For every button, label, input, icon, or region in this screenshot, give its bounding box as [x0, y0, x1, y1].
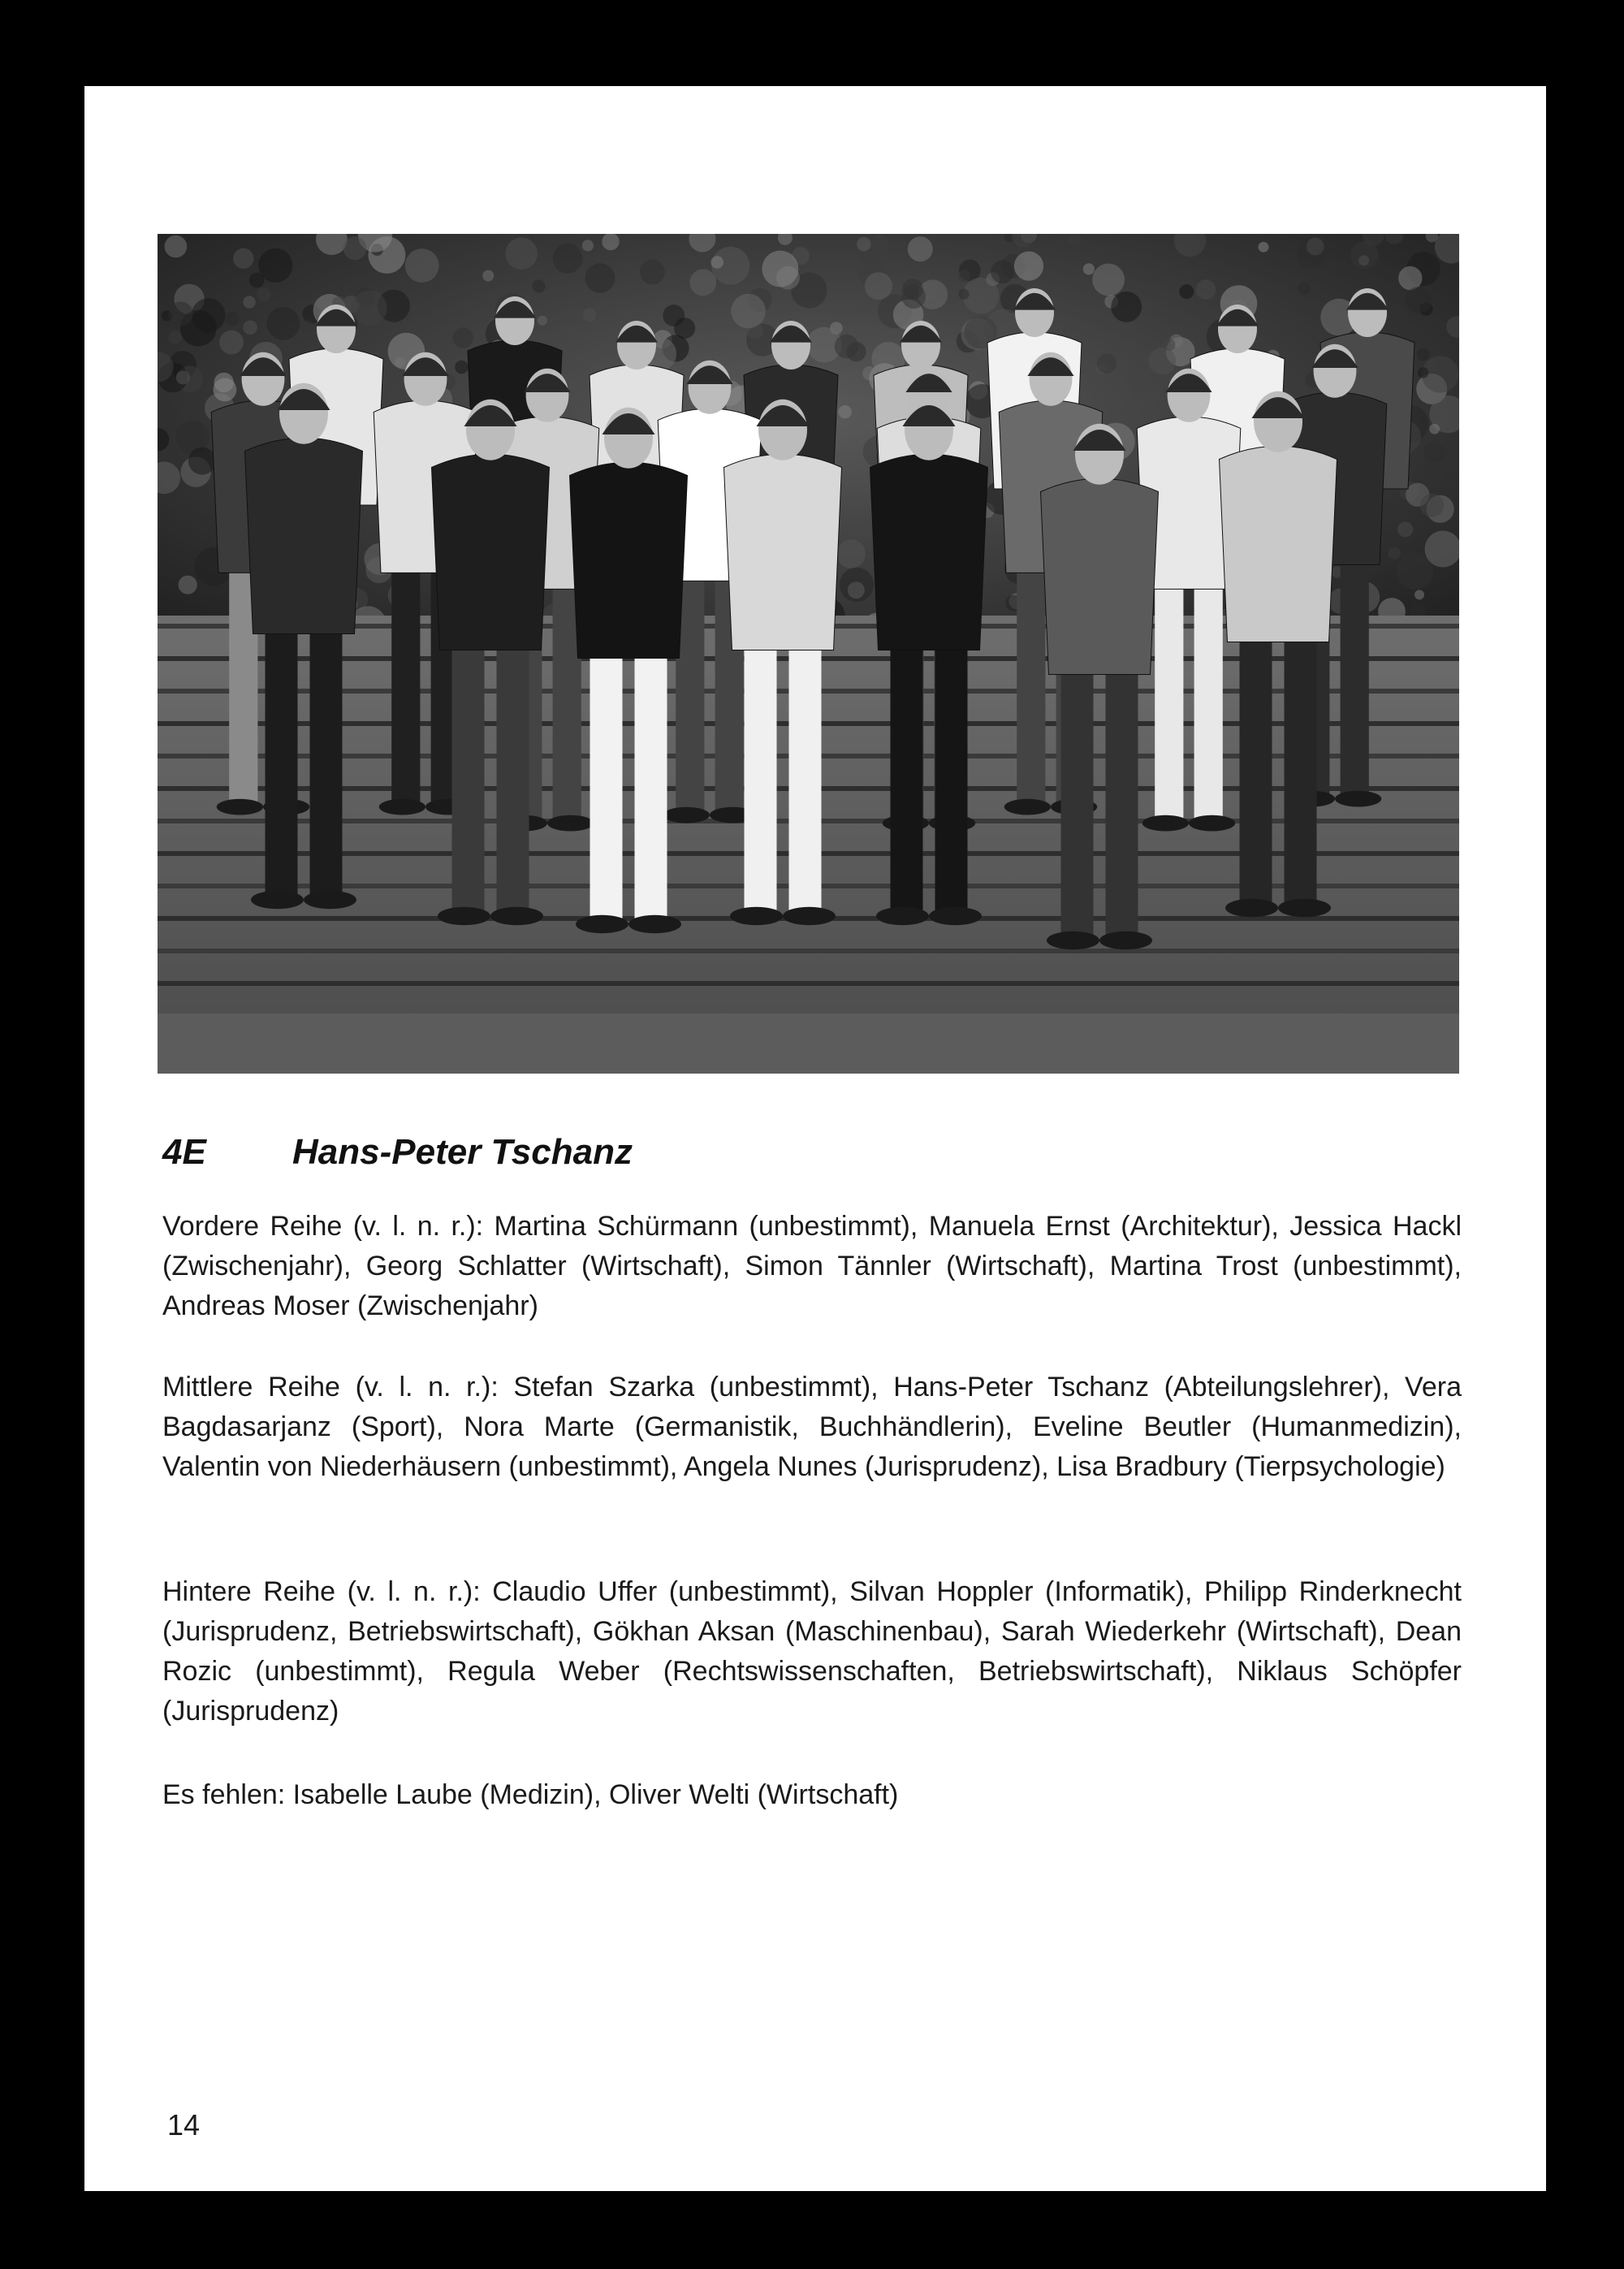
- foliage-leaf: [1127, 365, 1155, 394]
- person-shoe: [929, 907, 982, 926]
- foliage-leaf: [538, 316, 547, 326]
- foliage-leaf: [257, 287, 270, 301]
- foliage-leaf: [452, 327, 473, 348]
- foliage-leaf: [1014, 252, 1043, 281]
- person-shoe: [730, 907, 783, 926]
- person-leg: [1285, 622, 1317, 906]
- class-photo-image: [158, 234, 1459, 1074]
- person-torso: [1220, 446, 1337, 642]
- person-shoe: [1225, 899, 1278, 918]
- foliage-leaf: [731, 294, 766, 329]
- person-shoe: [547, 815, 594, 832]
- foliage-leaf: [1398, 266, 1422, 290]
- foliage-leaf: [762, 251, 799, 287]
- foliage-leaf: [908, 236, 933, 261]
- foliage-leaf: [165, 236, 188, 258]
- person-shoe: [876, 907, 929, 926]
- person-leg: [891, 630, 923, 914]
- foliage-leaf: [533, 279, 546, 292]
- person-shoe: [217, 799, 263, 815]
- person-leg: [1194, 571, 1223, 821]
- class-teacher-name: Hans-Peter Tschanz: [292, 1132, 633, 1172]
- person-leg: [266, 614, 298, 898]
- foliage-leaf: [1388, 547, 1400, 560]
- class-photo: [158, 234, 1459, 1074]
- foliage-leaf: [1111, 292, 1142, 322]
- foliage-leaf: [582, 240, 594, 251]
- person-torso: [570, 462, 688, 658]
- foliage-leaf: [233, 249, 253, 269]
- foliage-leaf: [1097, 353, 1116, 373]
- person-leg: [391, 555, 420, 805]
- foliage-leaf: [640, 260, 665, 285]
- foliage-leaf: [455, 361, 469, 374]
- person-torso: [724, 454, 842, 650]
- person-leg: [789, 630, 822, 914]
- foliage-leaf: [1429, 424, 1440, 434]
- foliage-leaf: [837, 539, 866, 568]
- foliage-leaf: [848, 581, 865, 599]
- person-shoe: [379, 799, 425, 815]
- person-torso: [1041, 478, 1159, 674]
- person-shoe: [1142, 815, 1189, 832]
- person-shoe: [1047, 931, 1099, 950]
- foliage-leaf: [352, 291, 387, 326]
- foliage-leaf: [168, 331, 181, 344]
- person-shoe: [1004, 799, 1051, 815]
- ground-slab: [158, 1013, 1459, 1074]
- foliage-leaf: [192, 298, 226, 332]
- person-leg: [635, 638, 667, 923]
- foliage-leaf: [169, 301, 193, 326]
- foliage-leaf: [959, 289, 970, 300]
- person-leg: [310, 614, 343, 898]
- foliage-leaf: [300, 321, 313, 334]
- step-edge: [158, 949, 1459, 953]
- foliage-leaf: [865, 272, 892, 300]
- person-leg: [1106, 655, 1138, 939]
- person-leg: [590, 638, 623, 923]
- foliage-leaf: [1083, 263, 1095, 274]
- foliage-leaf: [1415, 590, 1424, 599]
- foliage-leaf: [482, 270, 494, 282]
- foliage-leaf: [1068, 234, 1082, 247]
- foliage-leaf: [1350, 241, 1378, 269]
- foliage-leaf: [902, 279, 923, 300]
- person-shoe: [251, 891, 304, 910]
- foliage-leaf: [243, 296, 255, 308]
- person-leg: [1017, 555, 1045, 805]
- foliage-leaf: [219, 331, 244, 355]
- foliage-leaf: [258, 249, 292, 283]
- foliage-leaf: [958, 270, 970, 282]
- foliage-leaf: [188, 447, 216, 475]
- person-shoe: [490, 907, 543, 926]
- front-row-caption: Vordere Reihe (v. l. n. r.): Martina Schürmann (unbestimmt), Manuela Ernst (Architektur), Jessica Hackl (Zwischenjahr), Georg Schlatter (Wirtschaft), Simon Tännler (Wirtschaft), Martina Trost (unbestimmt), Andreas Moser (Zwischenjahr): [162, 1211, 1462, 1321]
- class-id: 4E: [162, 1132, 206, 1172]
- foliage-leaf: [1196, 279, 1216, 300]
- person-shoe: [576, 915, 628, 934]
- foliage-leaf: [505, 237, 538, 270]
- foliage-leaf: [1420, 494, 1444, 517]
- foliage-leaf: [1298, 282, 1311, 295]
- foliage-leaf: [710, 256, 723, 269]
- foliage-leaf: [1149, 348, 1177, 375]
- foliage-leaf: [1259, 242, 1269, 253]
- foliage-leaf: [1418, 367, 1429, 378]
- foliage-leaf: [405, 249, 439, 283]
- foliage-leaf: [663, 305, 685, 326]
- person-shoe: [663, 807, 710, 823]
- person-leg: [1240, 622, 1272, 906]
- person-shoe: [1189, 815, 1235, 832]
- foliage-leaf: [991, 260, 1014, 283]
- foliage-leaf: [243, 321, 257, 335]
- person-leg: [497, 630, 529, 914]
- foliage-leaf: [692, 277, 710, 295]
- person-torso: [245, 438, 363, 633]
- foliage-leaf: [583, 308, 596, 321]
- person-leg: [1341, 547, 1369, 797]
- person-torso: [870, 454, 988, 650]
- foliage-leaf: [1307, 238, 1324, 256]
- person-leg: [1061, 655, 1094, 939]
- class-heading: [162, 1126, 1462, 1182]
- foliage-leaf: [1092, 264, 1125, 296]
- person-shoe: [1099, 931, 1152, 950]
- foliage-leaf: [267, 307, 300, 340]
- middle-row-caption: Mittlere Reihe (v. l. n. r.): Stefan Szarka (unbestimmt), Hans-Peter Tschanz (Abteilungslehrer), Vera Bagdasarjanz (Sport), Nora Marte (Germanistik, Buchhändlerin), Eveline Beutler (Humanmedizin), Valentin von Niederhäusern (unbestimmt), Angela Nunes (Jurisprudenz), Lisa Bradbury (Tierpsychologie): [162, 1372, 1462, 1482]
- person-shoe: [783, 907, 836, 926]
- person-shoe: [1278, 899, 1331, 918]
- person-torso: [432, 454, 550, 650]
- foliage-leaf: [343, 236, 367, 260]
- person-shoe: [628, 915, 681, 934]
- page-number: 14: [167, 2108, 201, 2142]
- foliage-leaf: [1179, 284, 1194, 299]
- person-leg: [745, 630, 777, 914]
- foliage-leaf: [1406, 287, 1432, 313]
- person-shoe: [304, 891, 356, 910]
- back-row-caption: Hintere Reihe (v. l. n. r.): Claudio Uffer (unbestimmt), Silvan Hoppler (Informatik), Philipp Rinderknecht (Jurisprudenz, Betriebswirtschaft), Gökhan Aksan (Maschinenbau), Sarah Wiederkehr (Wirtschaft), Dean Rozic (unbestimmt), Regula Weber (Rechtswissenschaften, Betriebswirtschaft), Niklaus Schöpfer (Jurisprudenz): [162, 1576, 1462, 1727]
- person-leg: [452, 630, 485, 914]
- person-shoe: [438, 907, 490, 926]
- person-leg: [1155, 571, 1183, 821]
- foliage-leaf: [553, 244, 583, 274]
- foliage-leaf: [1423, 443, 1444, 463]
- foliage-leaf: [870, 235, 889, 254]
- foliage-leaf: [585, 263, 615, 293]
- foliage-leaf: [857, 237, 870, 251]
- foliage-leaf: [179, 576, 197, 594]
- absent-caption: Es fehlen: Isabelle Laube (Medizin), Oliver Welti (Wirtschaft): [162, 1779, 899, 1810]
- foliage-leaf: [225, 312, 239, 326]
- foliage-leaf: [835, 335, 859, 359]
- foliage-leaf: [1417, 348, 1430, 361]
- foliage-leaf: [1163, 339, 1175, 351]
- foliage-leaf: [176, 370, 190, 384]
- person-shoe: [1335, 791, 1381, 807]
- foliage-leaf: [1397, 521, 1413, 537]
- person-leg: [935, 630, 968, 914]
- step-edge: [158, 981, 1459, 986]
- foliage-leaf: [838, 405, 851, 418]
- document-page: [84, 86, 1546, 2191]
- foliage-leaf: [214, 373, 234, 392]
